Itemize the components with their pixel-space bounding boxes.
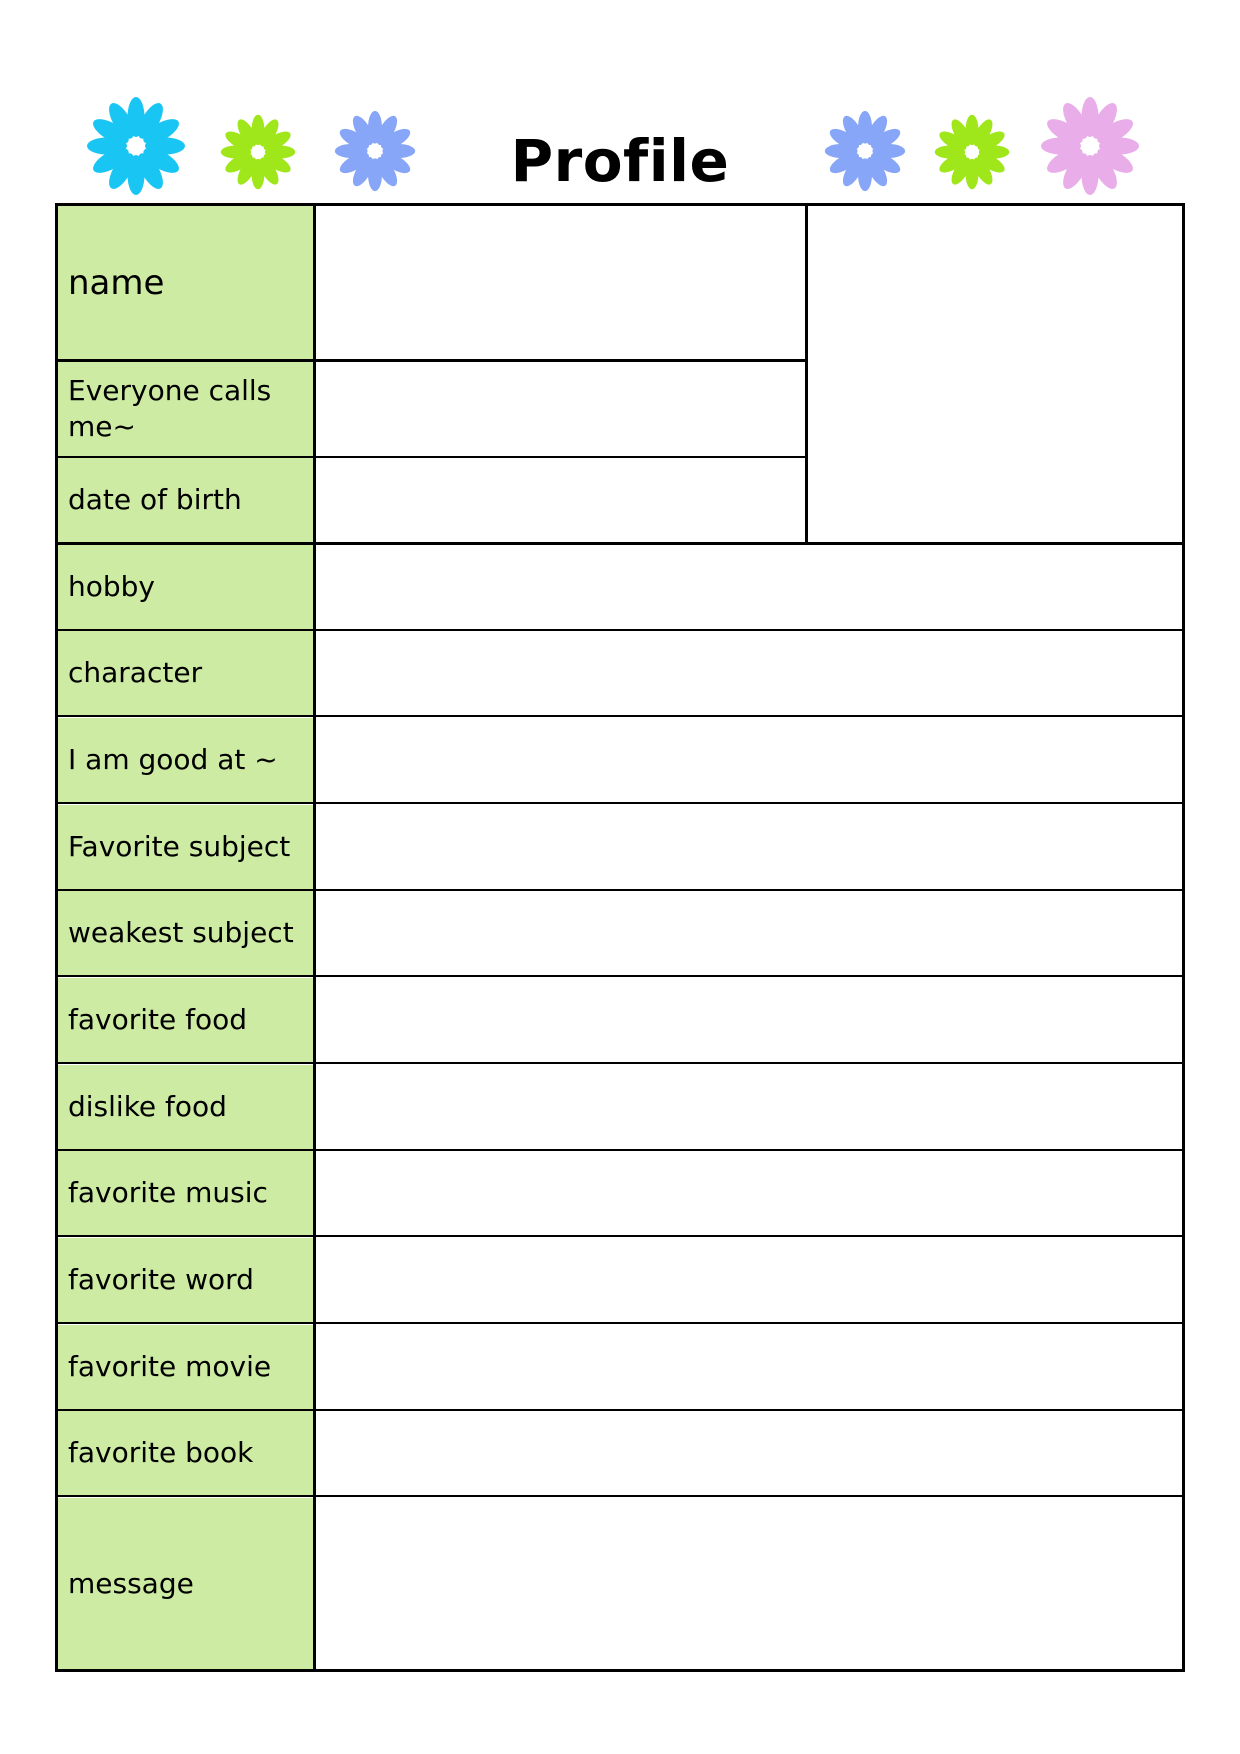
value-message[interactable] xyxy=(316,1498,1182,1669)
value-favorite-movie[interactable] xyxy=(316,1325,1182,1409)
label-message xyxy=(58,1498,313,1669)
label-good-at xyxy=(58,718,313,802)
value-favorite-music[interactable] xyxy=(316,1151,1182,1235)
label-favorite-food-text: favorite food xyxy=(68,1003,248,1036)
label-nickname-text: Everyone calls me~ xyxy=(68,373,272,443)
label-favorite-music xyxy=(58,1151,313,1235)
value-weakest-subject[interactable] xyxy=(316,891,1182,975)
value-favorite-word[interactable] xyxy=(316,1238,1182,1322)
value-character[interactable] xyxy=(316,631,1182,715)
label-message-text: message xyxy=(68,1566,194,1600)
card-header xyxy=(0,0,1240,205)
value-favorite-food[interactable] xyxy=(316,978,1182,1062)
label-character xyxy=(58,631,313,715)
value-favorite-book[interactable] xyxy=(316,1411,1182,1495)
value-favorite-subject[interactable] xyxy=(316,805,1182,889)
label-favorite-book-text: favorite book xyxy=(68,1436,254,1469)
divider xyxy=(58,1062,1182,1064)
value-dislike-food[interactable] xyxy=(316,1065,1182,1149)
label-hobby xyxy=(58,545,313,629)
flower-icon xyxy=(86,96,186,196)
divider xyxy=(58,629,1182,631)
flower-icon xyxy=(824,110,906,192)
label-weakest-subject-text: weakest subject xyxy=(68,916,294,949)
divider xyxy=(58,1409,1182,1411)
label-nickname xyxy=(58,361,313,456)
label-favorite-food xyxy=(58,978,313,1062)
divider xyxy=(58,1495,1182,1497)
label-date-of-birth xyxy=(58,458,313,542)
flower-icon xyxy=(1040,96,1140,196)
label-good-at-text: I am good at ~ xyxy=(68,743,278,776)
page-title: Profile xyxy=(510,127,730,195)
label-favorite-movie-text: favorite movie xyxy=(68,1350,272,1383)
value-good-at[interactable] xyxy=(316,718,1182,802)
flower-icon xyxy=(334,110,416,192)
divider xyxy=(58,1149,1182,1151)
value-hobby[interactable] xyxy=(316,545,1182,629)
label-name-text: name xyxy=(68,262,165,303)
label-dislike-food-text: dislike food xyxy=(68,1090,227,1123)
divider xyxy=(58,1322,1182,1324)
divider xyxy=(58,456,808,458)
value-date-of-birth[interactable] xyxy=(316,458,805,542)
label-name xyxy=(58,206,313,359)
label-weakest-subject xyxy=(58,891,313,975)
divider xyxy=(805,206,808,543)
profile-card-table xyxy=(55,203,1185,1672)
label-favorite-movie xyxy=(58,1325,313,1409)
value-name[interactable] xyxy=(316,206,805,359)
label-favorite-word-text: favorite word xyxy=(68,1263,254,1296)
label-date-of-birth-text: date of birth xyxy=(68,483,242,516)
divider xyxy=(313,206,316,1669)
divider xyxy=(58,542,1182,545)
label-hobby-text: hobby xyxy=(68,570,155,603)
label-favorite-music-text: favorite music xyxy=(68,1176,268,1209)
label-favorite-book xyxy=(58,1411,313,1495)
divider xyxy=(58,1235,1182,1237)
label-favorite-word xyxy=(58,1238,313,1322)
divider xyxy=(58,975,1182,977)
divider xyxy=(58,359,808,362)
divider xyxy=(58,715,1182,717)
value-nickname[interactable] xyxy=(316,361,805,456)
divider xyxy=(58,889,1182,891)
flower-icon xyxy=(220,114,296,190)
flower-icon xyxy=(934,114,1010,190)
label-character-text: character xyxy=(68,656,203,689)
label-favorite-subject-text: Favorite subject xyxy=(68,830,291,863)
label-dislike-food xyxy=(58,1065,313,1149)
label-favorite-subject xyxy=(58,805,313,889)
divider xyxy=(58,802,1182,804)
photo-box[interactable] xyxy=(808,206,1182,542)
